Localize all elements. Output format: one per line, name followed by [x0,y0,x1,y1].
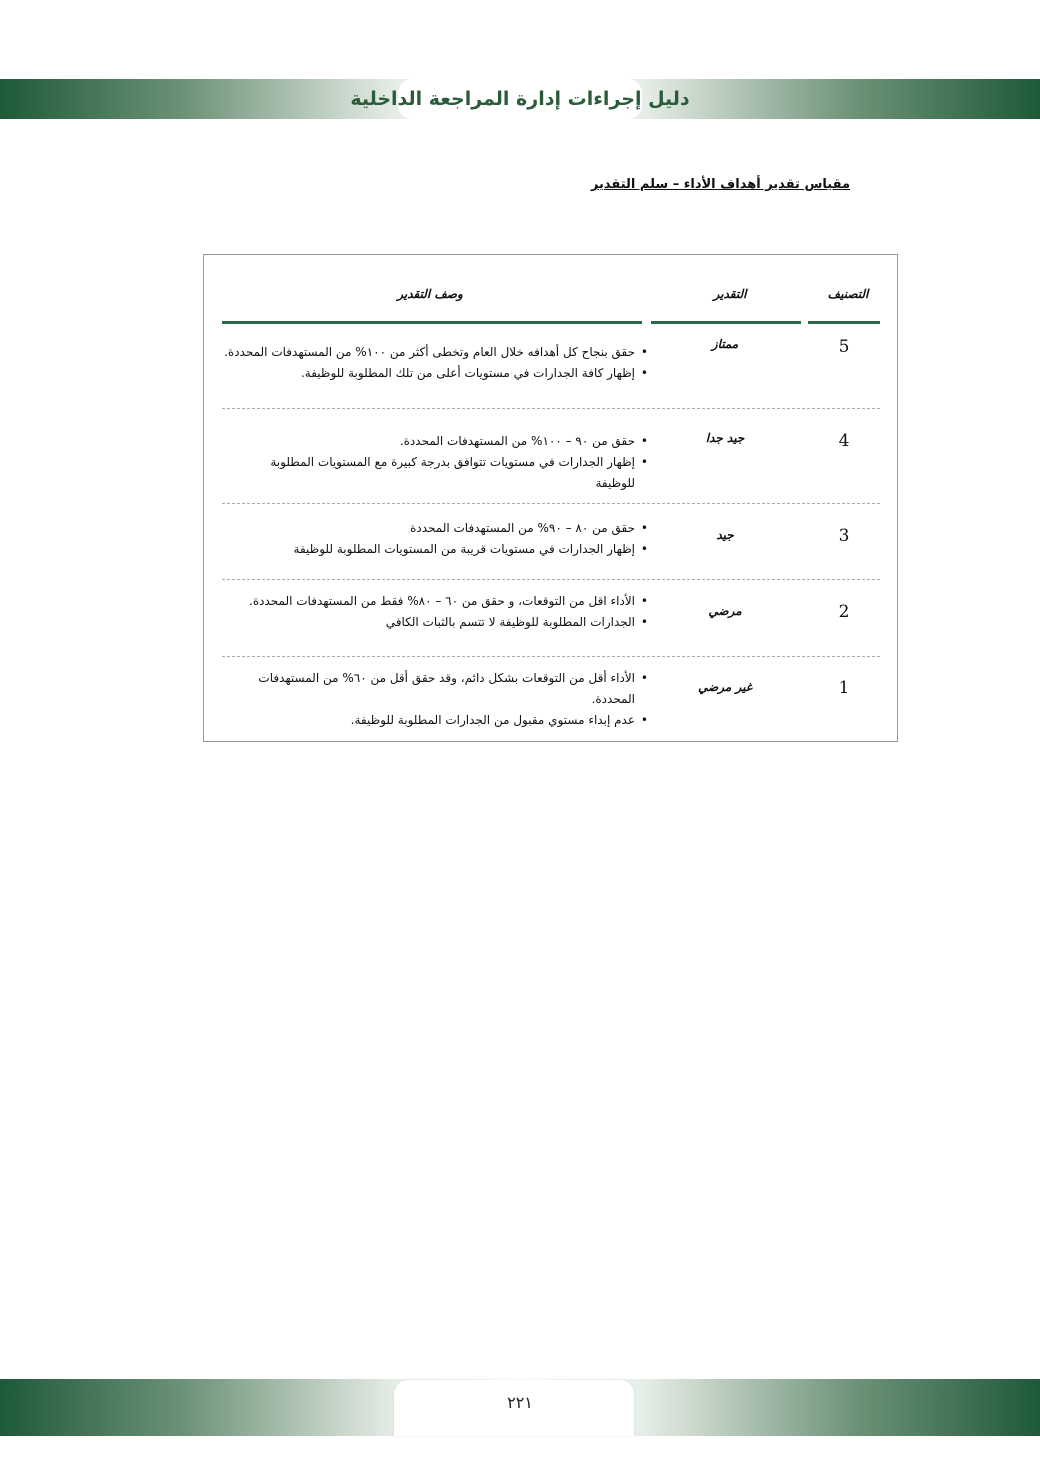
row-rank: 2 [838,602,850,622]
document-title: دليل إجراءات إدارة المراجعة الداخلية [350,88,690,110]
description-item: • حقق من ٩٠ – ١٠٠% من المستهدفات المحددة. [238,431,635,452]
row-description [248,668,648,731]
header-underline-rating [651,321,801,324]
description-item: • إظهار الجدارات في مستويات قريبة من المستويات المطلوبة للوظيفة [238,539,635,560]
description-item: • إظهار الجدارات في مستويات تتوافق بدرجة كبيرة مع المستويات المطلوبة للوظيفة [238,452,635,494]
row-separator [222,579,880,580]
row-description [208,342,648,384]
description-item: • الأداء أقل من التوقعات بشكل دائم، وقد حقق أقل من ٦٠% من المستهدفات المحددة. [248,668,635,710]
description-item: • عدم إبداء مستوي مقبول من الجدارات المطلوبة للوظيفة. [248,710,635,731]
row-separator [222,656,880,657]
row-rating: جيد [716,528,734,542]
header-underline-description [222,321,642,324]
description-item: • الأداء اقل من التوقعات، و حقق من ٦٠ – ٨٠% فقط من المستهدفات المحددة. [218,591,635,612]
row-description [218,591,648,633]
column-header-description: وصف التقدير [397,287,463,301]
description-item: • الجدارات المطلوبة للوظيفة لا تتسم بالثبات الكافي [218,612,635,633]
description-item: • حقق من ٨٠ – ٩٠% من المستهدفات المحددة [238,518,635,539]
header-underline-classification [808,321,880,324]
page-number: ٢٢١ [507,1393,533,1412]
section-title: مقياس تقدير أهداف الأداء – سلم التقدير [590,177,850,192]
row-rating: غير مرضي [698,680,752,694]
row-rank: 5 [838,337,850,357]
row-rank: 1 [838,678,850,698]
row-rank: 4 [838,431,850,451]
row-description [238,431,648,494]
description-item: • إظهار كافة الجدارات في مستويات أعلى من تلك المطلوبة للوظيفة. [208,363,635,384]
row-rating: مرضي [708,604,742,618]
description-item: • حقق بنجاح كل أهدافه خلال العام وتخطى أكثر من ١٠٠% من المستهدفات المحددة. [208,342,635,363]
column-header-classification: التصنيف [827,287,869,301]
column-header-rating: التقدير [713,287,747,301]
row-separator [222,408,880,409]
row-description [238,518,648,560]
row-rating: جيد جدا [705,431,745,445]
row-rank: 3 [838,526,850,546]
row-rating: ممتاز [711,337,739,351]
row-separator [222,503,880,504]
